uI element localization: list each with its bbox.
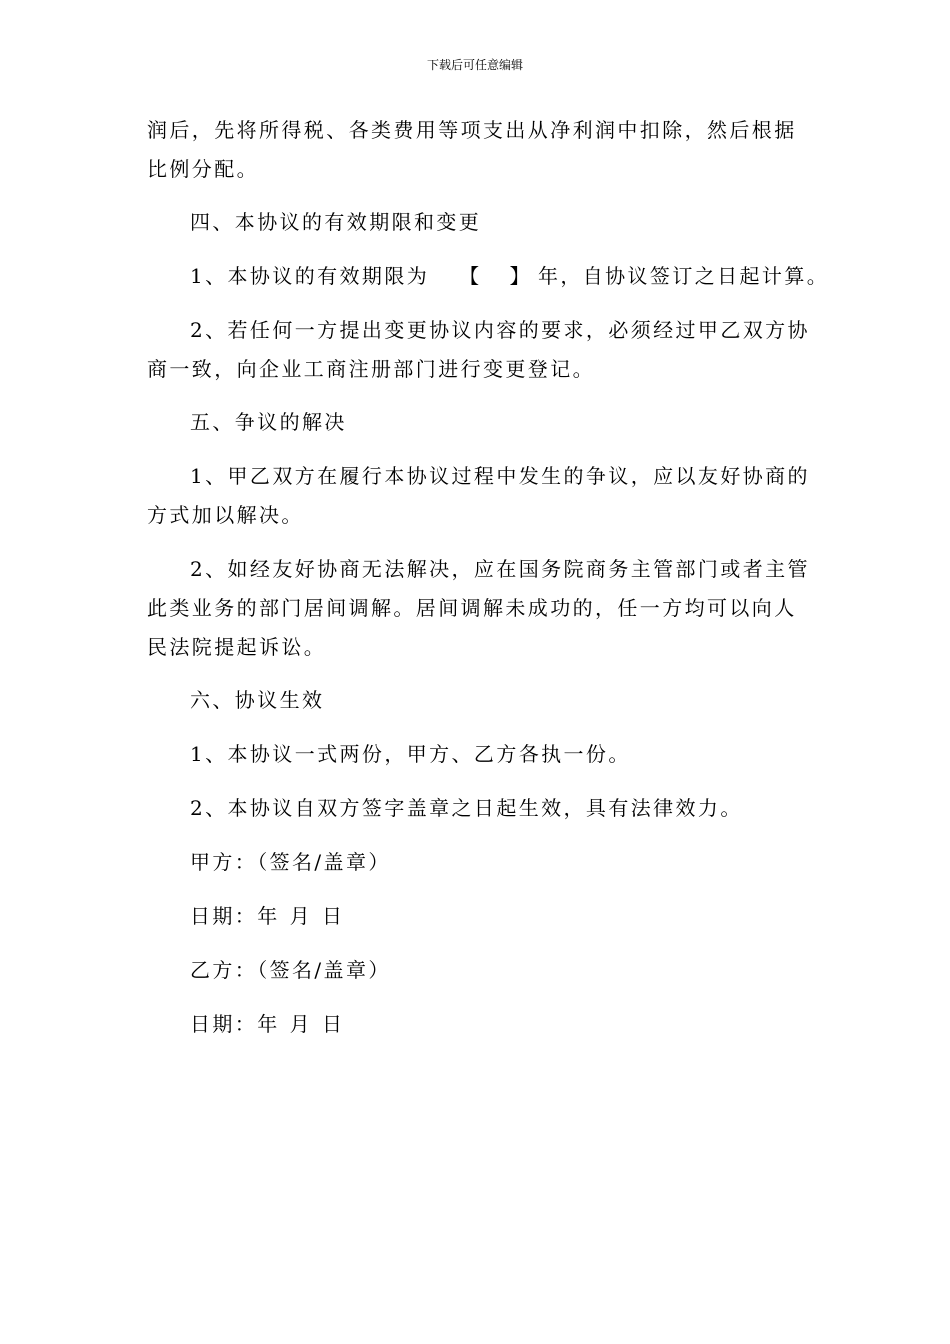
paragraph-line: 方式加以解决。: [147, 503, 304, 527]
date-year: 年: [257, 904, 280, 928]
date-month: 月: [289, 904, 313, 928]
paragraph-line: 2、若任何一方提出变更协议内容的要求，必须经过甲乙双方协: [190, 318, 810, 342]
paragraph-line: 2、本协议自双方签字盖章之日起生效，具有法律效力。: [190, 796, 743, 820]
page-header: 下载后可任意编辑: [426, 58, 523, 72]
paragraph-line: 1、本协议一式两份，甲方、乙方各执一份。: [190, 742, 631, 766]
party-b-signature: 乙方：（签名/盖章）: [190, 958, 391, 982]
date-label: 日期：: [190, 1012, 258, 1036]
paragraph-line: 商一致，向企业工商注册部门进行变更登记。: [147, 357, 595, 381]
clause-text: 年，自协议签订之日起计算。: [537, 264, 830, 288]
party-b-date: [190, 1010, 344, 1038]
section-title-4: 四、本协议的有效期限和变更: [190, 210, 482, 234]
party-a-date: [190, 902, 344, 930]
paragraph-line: 比例分配。: [147, 157, 259, 181]
party-a-signature: 甲方：（签名/盖章）: [190, 850, 391, 874]
paragraph-line: 润后，先将所得税、各类费用等项支出从净利润中扣除，然后根据: [147, 118, 797, 142]
section-title-5: 五、争议的解决: [190, 410, 347, 434]
paragraph-line: 2、如经友好协商无法解决，应在国务院商务主管部门或者主管: [190, 557, 810, 581]
section-title-6: 六、协议生效: [190, 688, 325, 712]
paragraph-line: 1、甲乙双方在履行本协议过程中发生的争议，应以友好协商的: [190, 464, 810, 488]
clause-validity-period: [190, 262, 829, 290]
paragraph-line: 民法院提起诉讼。: [147, 635, 327, 659]
blank-bracket-open: 【: [459, 264, 482, 288]
date-year: 年: [257, 1012, 280, 1036]
blank-bracket-close: 】: [509, 264, 532, 288]
paragraph-line: 此类业务的部门居间调解。居间调解未成功的，任一方均可以向人: [147, 596, 797, 620]
date-month: 月: [289, 1012, 313, 1036]
clause-text: 1、本协议的有效期限为: [190, 264, 430, 288]
date-label: 日期：: [190, 904, 258, 928]
date-day: 日: [322, 904, 345, 928]
date-day: 日: [322, 1012, 345, 1036]
